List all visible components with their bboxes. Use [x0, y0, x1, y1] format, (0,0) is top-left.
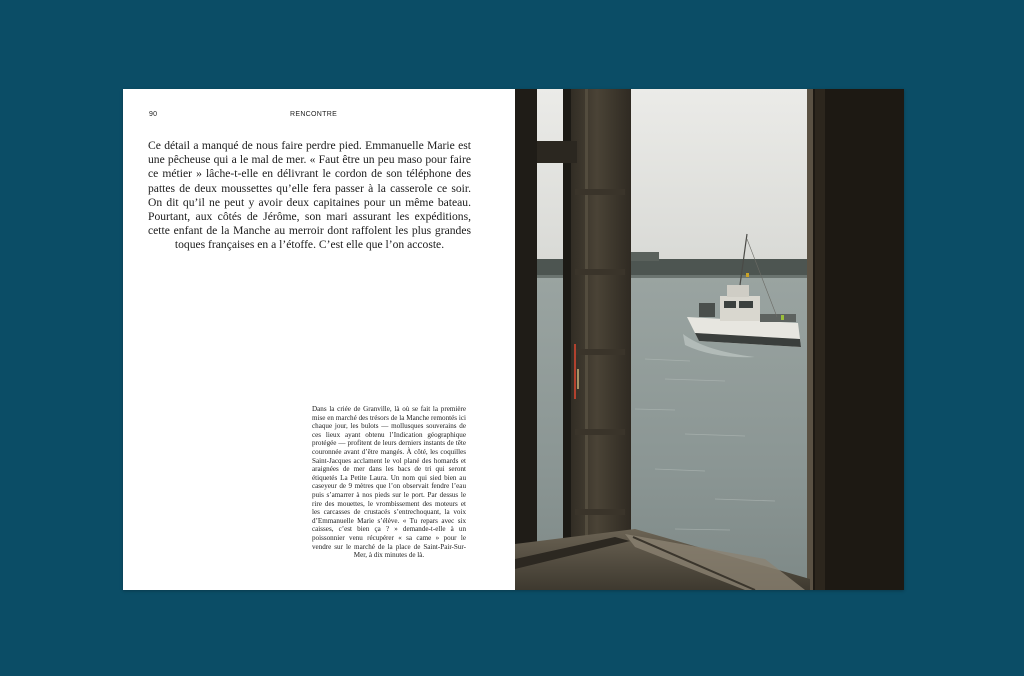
magazine-spread — [123, 89, 904, 590]
body-paragraph: Dans la criée de Granville, là où se fait la première mise en marché des trésors de la Manche remontés ici chaque jour, les bulots — mollusques souverains de ces lieux ayant obtenu l’Indication géographique protégée — profitent de leurs derniers instants de tête couronnée avant d’être mangés. À côté, les coquilles Saint-Jacques acclament le vol plané des homards et araignées de mer dans les bacs de tri qui seront étiquetés La Petite Laura. Un nom qui sied bien au caseyeur de 9 mètres que l’on observait fendre l’eau puis s’amarrer à nos pieds sur le port. Par dessus le rire des mouettes, le vrombissement des moteurs et les carcasses de crustacés s’entrechoquant, la voix d’Emmanuelle Marie s’élève. « Tu repars avec six caisses, c’est bien ça ? » demande-t-elle à un poissonnier venu récupérer « sa came » pour le vendre sur le marché de la place de Saint-Pair-Sur-Mer, à dix minutes de là. — [312, 405, 466, 560]
section-header: RENCONTRE — [290, 111, 338, 118]
left-page — [123, 89, 515, 590]
harbor-photo — [515, 89, 904, 590]
left-frame — [515, 89, 537, 590]
page-number: 90 — [149, 111, 158, 118]
lead-paragraph: Ce détail a manqué de nous faire perdre pied. Emmanuelle Marie est une pêcheuse qui a le mal de mer. « Faut être un peu maso pour faire ce métier » lâche-t-elle en délivrant le cordon de son téléphone des pattes de deux moussettes qu’elle fera passer à la casserole ce soir. On dit qu’il ne peut y avoir deux capitaines pour un même bateau. Pourtant, aux côtés de Jérôme, son mari assurant les expéditions, cette enfant de la Manche au merroir dont raffolent les plus grandes toques françaises en a l’étoffe. C’est elle que l’on accoste. — [148, 139, 471, 252]
right-wall — [807, 89, 904, 590]
right-page — [515, 89, 904, 590]
